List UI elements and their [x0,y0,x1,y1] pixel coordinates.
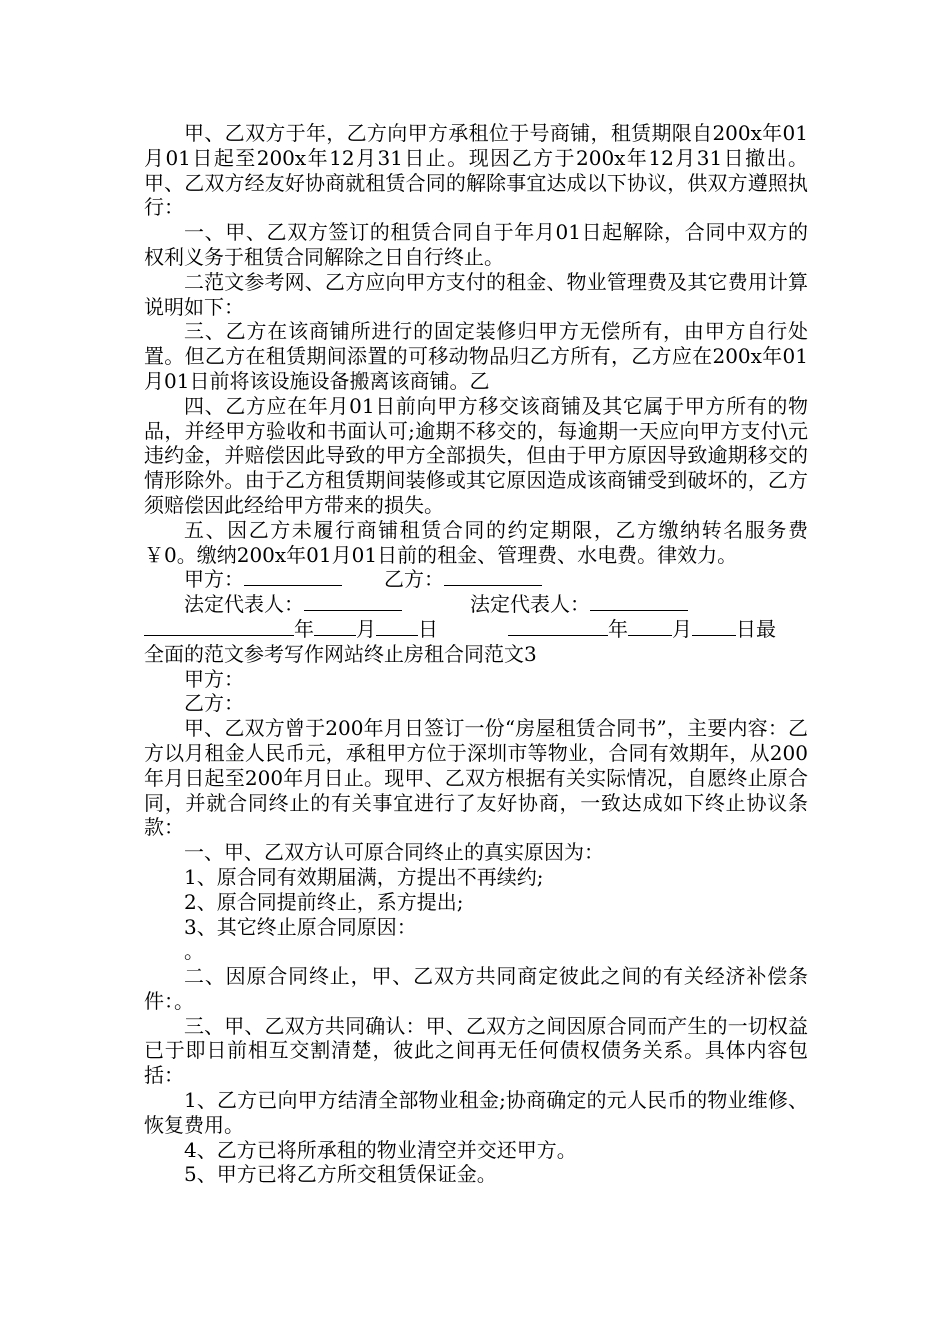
date-month-a: 月 [356,616,376,641]
party-a-label: 甲方： [184,666,244,691]
signature-line-dates [144,617,808,642]
paragraph-compensation: 二、因原合同终止，甲、乙双方共同商定彼此之间的有关经济补偿条件：。 [144,964,808,1013]
signature-label-b: 乙方： [384,567,444,592]
blank-rep-a [304,592,402,611]
paragraph-period: 。 [184,939,204,964]
blank-year-a [144,617,294,636]
paragraph-reason-heading: 一、甲、乙双方认可原合同终止的真实原因为： [184,840,604,865]
date-day-b: 日最 [736,616,776,641]
paragraph-clause-2: 二范文参考网、乙方应向甲方支付的租金、物业管理费及其它费用计算说明如下： [144,269,808,319]
paragraph-reason-2: 2、原合同提前终止，系方提出; [184,889,464,914]
paragraph-intro: 甲、乙双方于年，乙方向甲方承租位于号商铺，租赁期限自200x年01月01日起至200x年12月31日止。现因乙方于200x年12月31日撤出。甲、乙双方经友好协商就租赁合同的解除事宜达成以下协议，供双方遵照执行： [144,121,808,220]
blank-rep-b [590,592,688,611]
rep-label-a: 法定代表人： [184,592,304,617]
section-title: 全面的范文参考写作网站终止房租合同范文3 [144,641,537,666]
paragraph-item-5: 5、甲方已将乙方所交租赁保证金。 [184,1162,497,1187]
paragraph-item-1: 1、乙方已向甲方结清全部物业租金;协商确定的元人民币的物业维修、恢复费用。 [144,1088,808,1137]
paragraph-reason-1: 1、原合同有效期届满，方提出不再续约; [184,864,544,889]
paragraph-clause-5: 五、因乙方未履行商铺租赁合同的约定期限，乙方缴纳转名服务费￥0。缴纳200x年01月01日前的租金、管理费、水电费。律效力。 [144,517,808,567]
signature-line-representatives [144,592,808,617]
paragraph-reason-3: 3、其它终止原合同原因： [184,914,417,939]
blank-party-a [244,567,342,586]
paragraph-clause-4: 四、乙方应在年月01日前向甲方移交该商铺及其它属于甲方所有的物品，并经甲方验收和书面认可;逾期不移交的，每逾期一天应向甲方支付\元违约金，并赔偿因此导致的甲方全部损失，但由于甲方原因导致逾期移交的情形除外。由于乙方租赁期间装修或其它原因造成该商铺受到破坏的，乙方须赔偿因此经给甲方带来的损失。 [144,393,808,517]
blank-day-b [692,617,736,636]
date-month-b: 月 [672,616,692,641]
paragraph-item-4: 4、乙方已将所承租的物业清空并交还甲方。 [184,1137,577,1162]
date-year-a: 年 [294,616,314,641]
document-page [144,121,808,1187]
paragraph-termination-intro: 甲、乙双方曾于200年月日签订一份“房屋租赁合同书”，主要内容：乙方以月租金人民币元，承租甲方位于深圳市等物业，合同有效期年，从200年月日起至200年月日止。现甲、乙双方根据有关实际情况，自愿终止原合同，并就合同终止的有关事宜进行了友好协商，一致达成如下终止协议条款： [144,716,808,840]
rep-label-b: 法定代表人： [470,592,590,617]
date-year-b: 年 [608,616,628,641]
blank-day-a [376,617,418,636]
blank-month-b [628,617,672,636]
blank-month-a [314,617,356,636]
date-day-a: 日 [418,616,438,641]
party-b-label: 乙方： [184,691,244,716]
paragraph-clause-1: 一、甲、乙双方签订的租赁合同自于年月01日起解除，合同中双方的权利义务于租赁合同解除之日自行终止。 [144,220,808,269]
paragraph-confirmation: 三、甲、乙双方共同确认：甲、乙双方之间因原合同而产生的一切权益已于即日前相互交割清楚，彼此之间再无任何债权债务关系。具体内容包括： [144,1013,808,1088]
blank-party-b [444,567,542,586]
signature-label-a: 甲方： [184,567,244,592]
blank-year-b [508,617,608,636]
signature-line-parties [144,567,808,592]
paragraph-clause-3: 三、乙方在该商铺所进行的固定装修归甲方无偿所有，由甲方自行处置。但乙方在租赁期间添置的可移动物品归乙方所有，乙方应在200x年01月01日前将该设施设备搬离该商铺。乙 [144,319,808,393]
